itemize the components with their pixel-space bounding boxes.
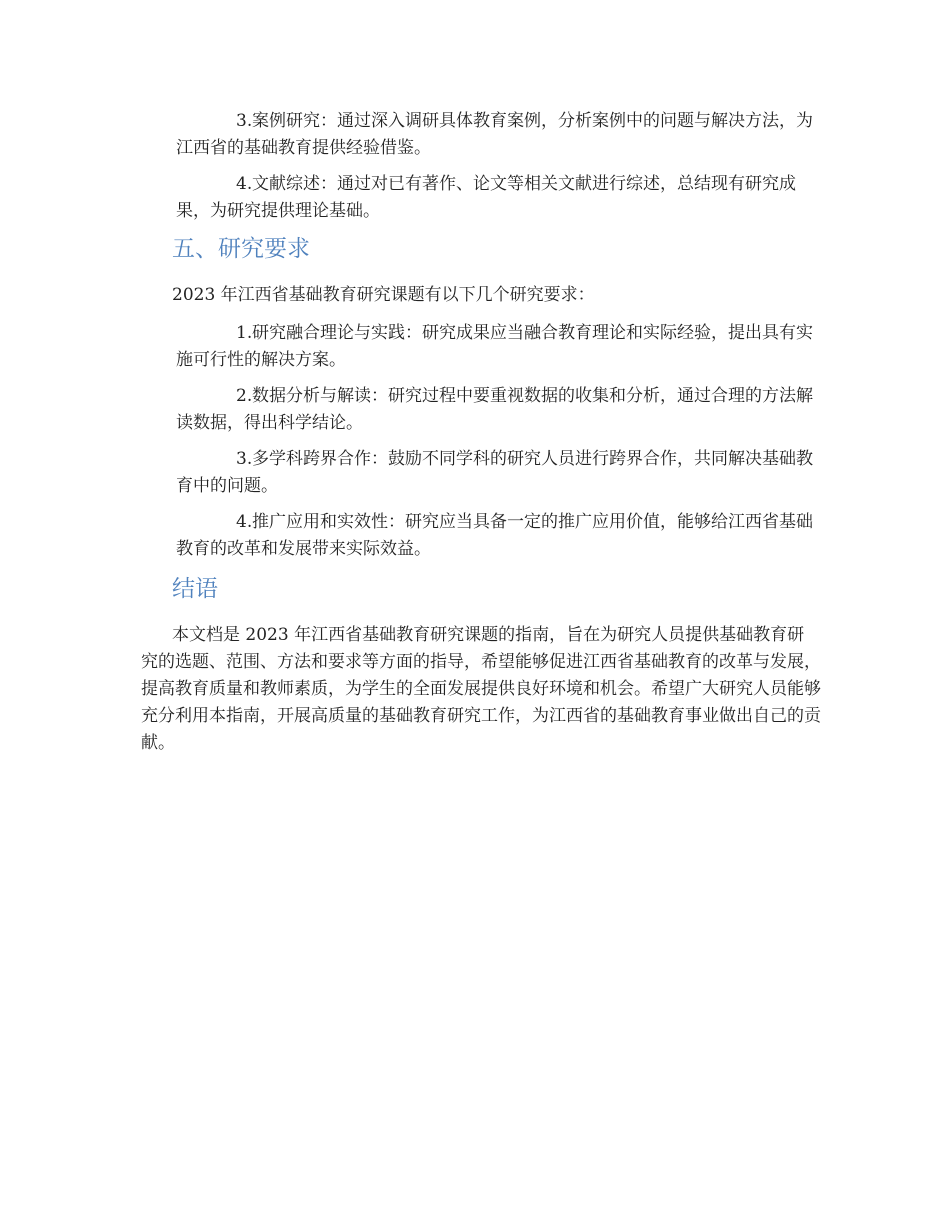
section-intro-paragraph: 2023 年江西省基础教育研究课题有以下几个研究要求： (172, 285, 595, 305)
section-heading-conclusion: 结语 (172, 576, 218, 602)
list-item-number: 3. (236, 449, 253, 469)
list-item-number: 4. (236, 174, 253, 194)
list-item-number: 3. (236, 111, 253, 131)
list-item-number: 2. (236, 386, 253, 406)
list-item-text: 案例研究：通过深入调研具体教育案例，分析案例中的问题与解决方法，为江西省的基础教育提供经验借鉴。 (176, 111, 813, 158)
list-item (176, 509, 816, 563)
list-item-text: 研究融合理论与实践：研究成果应当融合教育理论和实际经验，提出具有实施可行性的解决方案。 (176, 323, 813, 370)
list-item-text: 推广应用和实效性：研究应当具备一定的推广应用价值，能够给江西省基础教育的改革和发展带来实际效益。 (176, 512, 813, 559)
list-item-number: 1. (236, 323, 253, 343)
section-heading-research-requirements: 五、研究要求 (172, 236, 310, 262)
list-item (176, 446, 816, 500)
list-item-text: 文献综述：通过对已有著作、论文等相关文献进行综述，总结现有研究成果，为研究提供理论基础。 (176, 174, 796, 221)
list-item-text: 数据分析与解读：研究过程中要重视数据的收集和分析，通过合理的方法解读数据，得出科学结论。 (176, 386, 813, 433)
list-item (176, 383, 816, 437)
conclusion-paragraph: 本文档是 2023 年江西省基础教育研究课题的指南，旨在为研究人员提供基础教育研究的选题、范围、方法和要求等方面的指导，希望能够促进江西省基础教育的改革与发展，提高教育质量和教师素质，为学生的全面发展提供良好环境和机会。希望广大研究人员能够充分利用本指南，开展高质量的基础教育研究工作，为江西省的基础教育事业做出自己的贡献。 (141, 625, 821, 753)
list-item (176, 171, 816, 225)
list-item (176, 108, 816, 162)
list-item-text: 多学科跨界合作：鼓励不同学科的研究人员进行跨界合作，共同解决基础教育中的问题。 (176, 449, 813, 496)
list-item-number: 4. (236, 512, 253, 532)
list-item (176, 320, 816, 374)
